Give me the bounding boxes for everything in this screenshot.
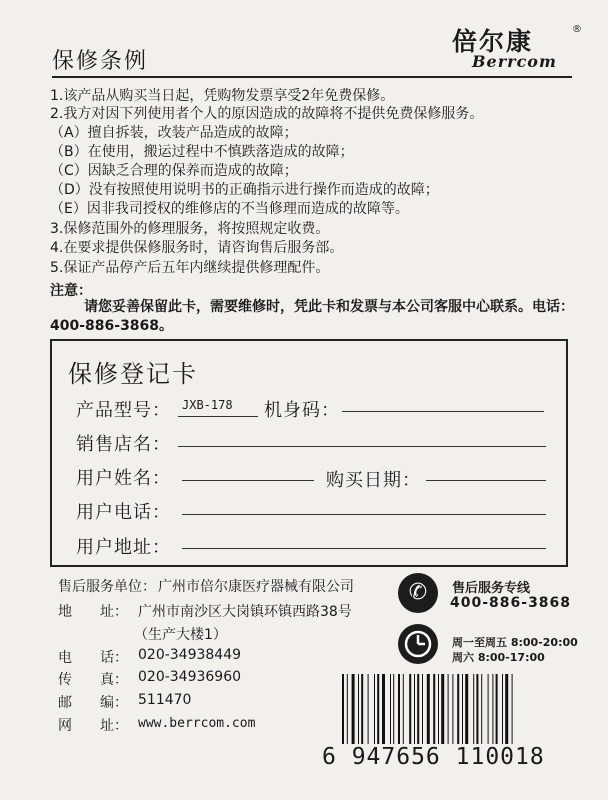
term-5: 5.保证产品停产后五年内继续提供修理配件。 xyxy=(50,260,330,276)
company-label: 售后服务单位： xyxy=(58,579,156,595)
barcode-bar xyxy=(462,674,463,744)
user-name-field-line[interactable] xyxy=(182,480,314,481)
barcode-bar xyxy=(393,674,394,744)
model-value: JXB-178 xyxy=(182,398,233,412)
page-title: 保修条例 xyxy=(52,49,149,74)
phone-icon: ✆ xyxy=(398,573,438,613)
barcode-bar xyxy=(382,674,385,744)
hotline-label: 售后服务专线 xyxy=(452,581,531,596)
barcode-bar xyxy=(465,674,468,744)
address-line-1: 广州市南沙区大岗镇环镇西路38号 xyxy=(138,604,352,620)
barcode-bar xyxy=(361,674,363,744)
term-2b: （B）在使用，搬运过程中不慎跌落造成的故障； xyxy=(50,144,354,160)
barcode-bar xyxy=(481,674,482,744)
barcode-digits: 6 947656 110018 xyxy=(322,744,545,770)
barcode-bar xyxy=(452,674,453,744)
store-label: 销售店名： xyxy=(76,434,171,455)
phone-value: 020-34938449 xyxy=(138,647,242,663)
fax-label: 传 真： xyxy=(58,672,128,688)
notice-text: 请您妥善保留此卡，需要维修时，凭此卡和发票与本公司客服中心联系。电话：400-886-3868。 xyxy=(50,299,574,334)
barcode-bar xyxy=(352,674,355,744)
term-1: 1.该产品从购买当日起，凭购物发票享受2年免费保修。 xyxy=(50,88,395,104)
barcode-bar xyxy=(488,674,489,744)
term-2a: （A）擅自拆装，改装产品造成的故障； xyxy=(50,125,298,141)
term-2e: （E）因非我司授权的维修店的不当修理而造成的故障等。 xyxy=(50,201,409,217)
address-line-2: （生产大楼1） xyxy=(134,627,227,643)
serial-label: 机身码： xyxy=(264,400,340,421)
barcode-bar xyxy=(502,674,503,744)
brand-logo-en: Berrcom xyxy=(472,52,557,71)
barcode-bar xyxy=(347,674,348,744)
term-4: 4.在要求提供保修服务时，请咨询售后服务部。 xyxy=(50,240,344,256)
term-3: 3.保修范围外的修理服务，将按照规定收费。 xyxy=(50,221,330,237)
website-value: www.berrcom.com xyxy=(138,716,256,731)
barcode-bar xyxy=(492,674,493,744)
postcode-label: 邮 编： xyxy=(58,695,128,711)
model-field-line[interactable] xyxy=(178,416,258,417)
term-2d: （D）没有按照使用说明书的正确指示进行操作而造成的故障； xyxy=(50,182,439,198)
barcode-bar xyxy=(496,674,498,744)
store-field-line[interactable] xyxy=(178,446,546,447)
address-label: 地 址： xyxy=(58,604,128,620)
barcode-bar xyxy=(427,674,430,744)
barcode xyxy=(342,674,564,744)
barcode-bar xyxy=(433,674,435,744)
purchase-date-field-line[interactable] xyxy=(426,480,546,481)
barcode-bar xyxy=(374,674,375,744)
barcode-bar xyxy=(448,674,449,744)
model-label: 产品型号： xyxy=(76,400,171,421)
user-address-field-line[interactable] xyxy=(182,548,546,549)
barcode-bar xyxy=(358,674,359,744)
postcode-value: 511470 xyxy=(138,692,192,708)
brand-logo-cn: 倍尔康 xyxy=(452,27,534,56)
card-title: 保修登记卡 xyxy=(68,360,198,388)
barcode-bar xyxy=(368,674,369,744)
hotline-number: 400-886-3868 xyxy=(450,595,572,611)
barcode-bar xyxy=(505,674,508,744)
user-name-label: 用户姓名： xyxy=(76,468,171,489)
barcode-bar xyxy=(409,674,411,744)
barcode-bar xyxy=(441,674,444,744)
website-label: 网 址： xyxy=(58,718,128,734)
barcode-bar xyxy=(414,674,415,744)
purchase-date-label: 购买日期： xyxy=(326,470,421,491)
header-divider xyxy=(52,76,572,78)
barcode-bar xyxy=(422,674,423,744)
serial-field-line[interactable] xyxy=(342,411,544,412)
barcode-bar xyxy=(512,674,513,744)
user-phone-field-line[interactable] xyxy=(182,514,546,515)
barcode-bar xyxy=(473,674,474,744)
hours-saturday: 周六 8:00-17:00 xyxy=(452,651,545,664)
term-2c: （C）因缺乏合理的保养而造成的故障； xyxy=(50,163,298,179)
company-name: 广州市倍尔康医疗器械有限公司 xyxy=(158,579,354,595)
barcode-bar xyxy=(342,674,344,744)
barcode-bar xyxy=(476,674,478,744)
fax-value: 020-34936960 xyxy=(138,669,242,685)
barcode-bar xyxy=(457,674,459,744)
barcode-bar xyxy=(377,674,379,744)
notice-title: 注意： xyxy=(50,283,92,299)
barcode-bar xyxy=(398,674,400,744)
barcode-bar xyxy=(438,674,439,744)
hours-weekday: 周一至周五 8:00-20:00 xyxy=(452,636,578,649)
phone-label: 电 话： xyxy=(58,650,128,666)
barcode-bar xyxy=(390,674,391,744)
user-phone-label: 用户电话： xyxy=(76,502,171,523)
barcode-bar xyxy=(417,674,419,744)
registered-mark: ® xyxy=(572,24,582,35)
term-2: 2.我方对因下列使用者个人的原因造成的故障将不提供免费保修服务。 xyxy=(50,106,484,122)
clock-icon xyxy=(398,624,438,664)
user-address-label: 用户地址： xyxy=(76,537,171,558)
barcode-bar xyxy=(403,674,404,744)
